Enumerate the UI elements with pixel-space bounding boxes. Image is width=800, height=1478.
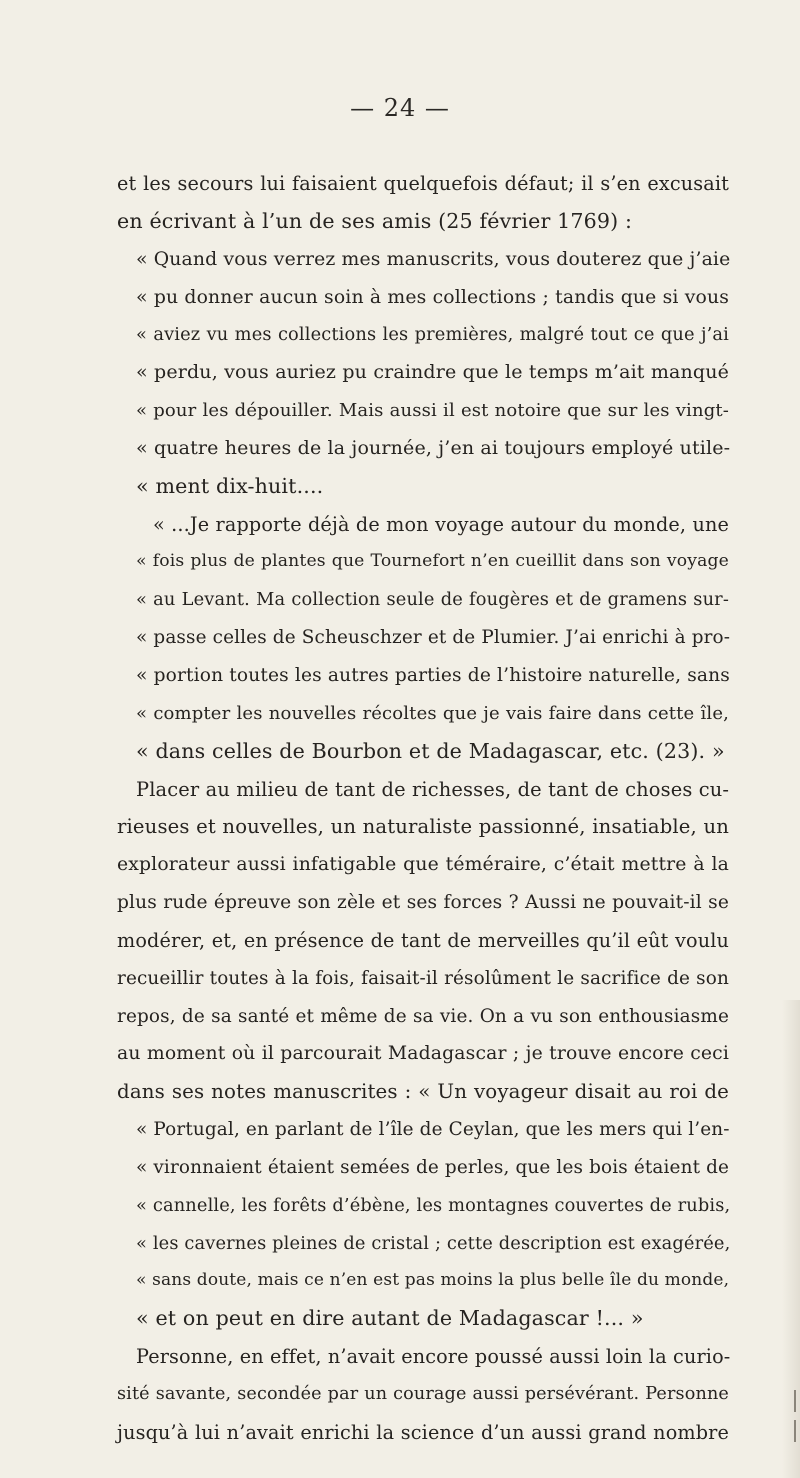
text-line: « dans celles de Bourbon et de Madagascar, etc. (23). » bbox=[136, 738, 725, 763]
text-line: et les secours lui faisaient quelquefois défaut; il s’en excusait bbox=[117, 172, 729, 195]
text-line: au moment où il parcourait Madagascar ; je trouve encore ceci bbox=[117, 1043, 729, 1065]
text-line: « les cavernes pleines de cristal ; cette description est exagérée, bbox=[136, 1232, 731, 1254]
text-line: Personne, en effet, n’avait encore poussé aussi loin la curio- bbox=[136, 1345, 731, 1369]
text-line: « fois plus de plantes que Tournefort n’en cueillit dans son voyage bbox=[136, 551, 729, 572]
text-line: rieuses et nouvelles, un naturaliste passionné, insatiable, un bbox=[117, 815, 729, 839]
text-line: repos, de sa santé et même de sa vie. On a vu son enthousiasme bbox=[117, 1005, 729, 1027]
text-line: jusqu’à lui n’avait enrichi la science d’un aussi grand nombre bbox=[117, 1420, 729, 1444]
text-line: « ...Je rapporte déjà de mon voyage autour du monde, une bbox=[153, 512, 729, 536]
text-line: en écrivant à l’un de ses amis (25 février 1769) : bbox=[117, 208, 633, 233]
text-line: « portion toutes les autres parties de l’histoire naturelle, sans bbox=[136, 664, 730, 686]
text-line: « au Levant. Ma collection seule de fougères et de gramens sur- bbox=[136, 589, 729, 611]
text-line: plus rude épreuve son zèle et ses forces ? Aussi ne pouvait-il se bbox=[117, 892, 729, 914]
text-line: Placer au milieu de tant de richesses, de tant de choses cu- bbox=[136, 777, 730, 801]
text-line: « sans doute, mais ce n’en est pas moins la plus belle île du monde, bbox=[136, 1270, 730, 1291]
edge-mark bbox=[794, 1390, 796, 1412]
page-number: — 24 — bbox=[350, 94, 450, 122]
text-line: dans ses notes manuscrites : « Un voyageur disait au roi de bbox=[117, 1080, 729, 1104]
text-line: « vironnaient étaient semées de perles, que les bois étaient de bbox=[136, 1156, 730, 1178]
text-line: « pu donner aucun soin à mes collections ; tandis que si vous bbox=[136, 286, 729, 308]
text-line: « perdu, vous auriez pu craindre que le temps m’ait manqué bbox=[136, 361, 729, 384]
text-line: « pour les dépouiller. Mais aussi il est notoire que sur les vingt- bbox=[136, 400, 729, 422]
text-line: sité savante, secondée par un courage aussi persévérant. Personne bbox=[117, 1384, 729, 1404]
text-line: « ment dix-huit.... bbox=[136, 473, 324, 498]
text-line: « Portugal, en parlant de l’île de Ceylan, que les mers qui l’en- bbox=[136, 1119, 730, 1141]
body-text bbox=[117, 165, 729, 1452]
page-edge-shadow bbox=[782, 1000, 800, 1478]
text-line: modérer, et, en présence de tant de merveilles qu’il eût voulu bbox=[117, 928, 729, 952]
text-line: « quatre heures de la journée, j’en ai toujours employé utile- bbox=[136, 436, 731, 459]
text-line: recueillir toutes à la fois, faisait-il résolûment le sacrifice de son bbox=[117, 967, 729, 989]
text-line: « et on peut en dire autant de Madagascar !... » bbox=[136, 1306, 644, 1331]
text-line: explorateur aussi infatigable que téméraire, c’était mettre à la bbox=[117, 854, 729, 876]
text-line: « Quand vous verrez mes manuscrits, vous douterez que j’aie bbox=[136, 248, 731, 270]
edge-mark bbox=[794, 1420, 796, 1442]
text-line: « passe celles de Scheuschzer et de Plumier. J’ai enrichi à pro- bbox=[136, 627, 731, 649]
text-line: « compter les nouvelles récoltes que je vais faire dans cette île, bbox=[136, 702, 729, 724]
text-line: « cannelle, les forêts d’ébène, les montagnes couvertes de rubis, bbox=[136, 1194, 731, 1216]
text-line: « aviez vu mes collections les premières, malgré tout ce que j’ai bbox=[136, 324, 729, 346]
